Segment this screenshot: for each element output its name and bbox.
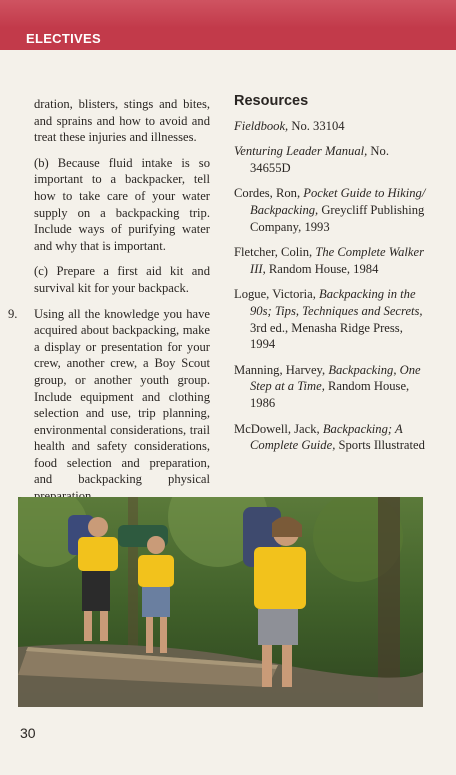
paragraph-b: (b) Because fluid intake is so important to a backpacker, tell how to take care of your water supply on a backpacking trip. Include ways of purifying water and why that is important.	[34, 155, 210, 253]
resource-details: 3rd ed., Menasha Ridge Press, 1994	[250, 320, 403, 352]
paragraph-c: (c) Prepare a first aid kit and survival kit for your backpack.	[34, 264, 210, 295]
resource-title: Backpacking, One Step at a Time,	[250, 362, 421, 394]
resource-title: Backpacking; A Complete Guide,	[250, 421, 403, 453]
requirement-item-9	[8, 306, 210, 505]
resource-title: Pocket Guide to Hiking/ Backpacking,	[250, 186, 426, 217]
resource-entry	[234, 185, 430, 235]
resource-author: Fletcher, Colin,	[234, 245, 316, 260]
resource-entry	[234, 244, 430, 277]
resource-title: Venturing Leader Manual,	[234, 144, 368, 159]
paragraph-continued: dration, blisters, stings and bites, and sprains and how to avoid and treat these injuries and illnesses.	[34, 97, 210, 145]
left-column	[8, 96, 210, 505]
resource-details: No. 34655D	[250, 144, 389, 175]
resource-author: McDowell, Jack,	[234, 421, 323, 436]
resource-entry	[234, 421, 430, 454]
resource-details: Random House, 1984	[265, 261, 379, 276]
resource-entry	[234, 286, 430, 352]
resource-details: No. 33104	[288, 118, 345, 133]
page-number: 30	[20, 725, 36, 741]
resource-entry	[234, 362, 430, 412]
resource-title: The Complete Walker III,	[250, 245, 425, 276]
resource-details: Random House, 1986	[250, 379, 410, 410]
resource-entry	[234, 143, 430, 176]
resource-details: Greycliff Publishing Company, 1993	[250, 202, 425, 234]
resource-title: Fieldbook,	[234, 118, 289, 133]
resources-column	[234, 93, 430, 463]
resource-entry	[234, 118, 430, 135]
header-band	[0, 0, 456, 50]
item-text: Using all the knowledge you have acquired about backpacking, make a display or presentation for your crew, another crew, a Boy Scout group, or another youth group. Include equipment and clothing selection and use, trip planning, environmental considerations, trail health and safety considerations, food selection and preparation, and backpacking physical	[34, 306, 210, 487]
backpackers-illustration	[18, 497, 423, 707]
resource-title: Backpacking in the 90s; Tips, Techniques and Secrets,	[250, 287, 423, 318]
header-stripe	[0, 0, 456, 28]
resource-author: Manning, Harvey,	[234, 362, 329, 377]
item-number: 9.	[8, 306, 18, 321]
section-label: ELECTIVES	[26, 31, 101, 46]
resource-details: Sports Illustrated	[335, 438, 425, 453]
backpackers-photo	[18, 497, 423, 707]
resource-author: Logue, Victoria,	[234, 287, 320, 302]
resources-heading: Resources	[234, 93, 309, 109]
resource-author: Cordes, Ron,	[234, 186, 304, 201]
